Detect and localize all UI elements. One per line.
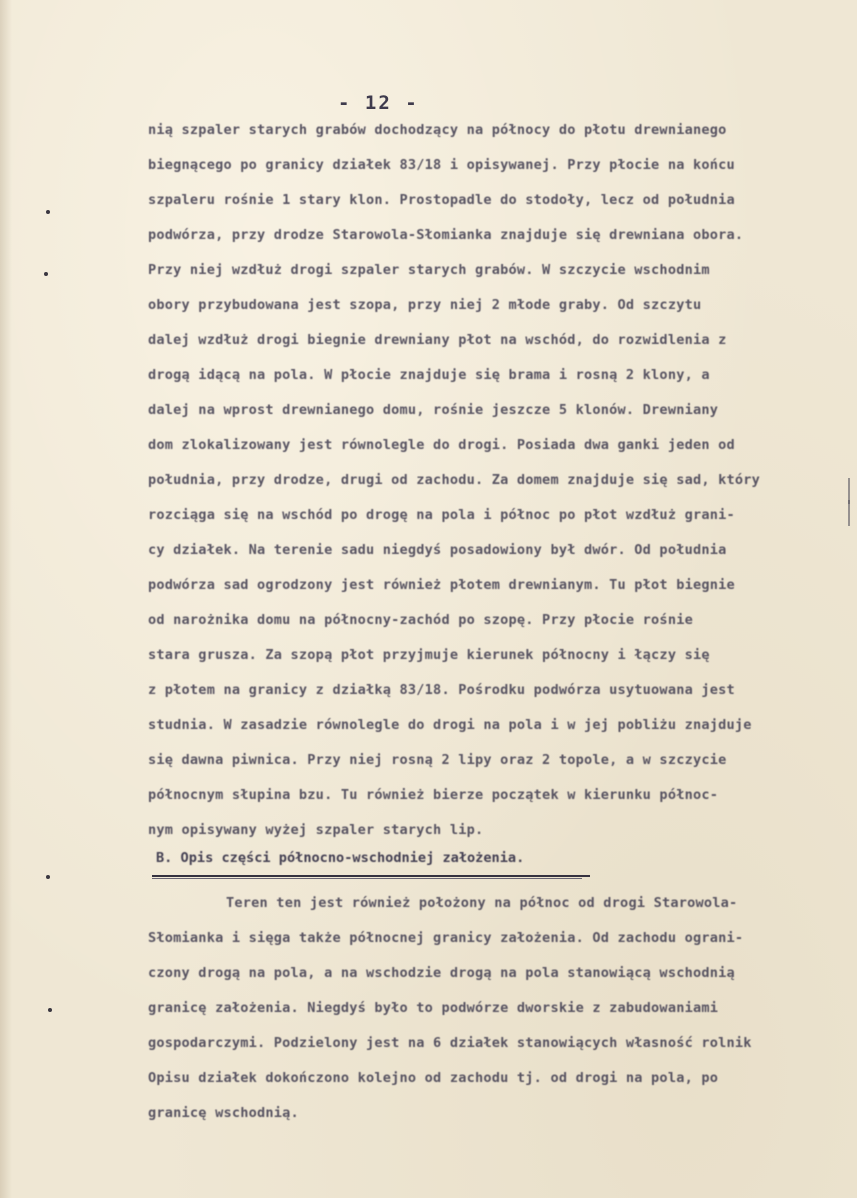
text-line: cy działek. Na terenie sadu niegdyś posadowiony był dwór. Od południa <box>148 542 727 558</box>
text-line: stara grusza. Za szopą płot przyjmuje kierunek północny i łączy się <box>148 647 710 663</box>
text-line: się dawna piwnica. Przy niej rosną 2 lipy oraz 2 topole, a w szczycie <box>148 752 727 768</box>
text-line: drogą idącą na pola. W płocie znajduje się brama i rosną 2 klony, a <box>148 367 710 383</box>
text-line: Teren ten jest również położony na północ od drogi Starowola- <box>226 895 738 911</box>
text-line: studnia. W zasadzie równolegle do drogi na pola i w jej pobliżu znajduje <box>148 717 752 733</box>
text-line: nym opisywany wyżej szpaler starych lip. <box>148 822 484 838</box>
heading-underline <box>152 875 590 877</box>
page-edge-shadow <box>0 0 12 1198</box>
margin-dot <box>44 272 48 276</box>
text-line: Słomianka i sięga także północnej granicy założenia. Od zachodu ograni- <box>148 930 744 946</box>
section-heading: B. Opis części północno-wschodniej założenia. <box>156 850 525 866</box>
text-line: z płotem na granicy z działką 83/18. Pośrodku podwórza usytuowana jest <box>148 682 735 698</box>
text-line: gospodarczymi. Podzielony jest na 6 działek stanowiących własność rolnik <box>148 1035 752 1051</box>
text-line: Opisu działek dokończono kolejno od zachodu tj. od drogi na pola, po <box>148 1070 719 1086</box>
heading-underline-shadow <box>152 878 582 879</box>
text-line: podwórza, przy drodze Starowola-Słomianka znajduje się drewniana obora. <box>148 227 744 243</box>
text-line: szpaleru rośnie 1 stary klon. Prostopadle do stodoły, lecz od południa <box>148 192 735 208</box>
margin-dot <box>46 210 50 214</box>
margin-dot <box>46 875 50 879</box>
margin-dot <box>48 1008 52 1012</box>
text-line: od narożnika domu na północny-zachód po szopę. Przy płocie rośnie <box>148 612 693 628</box>
text-line: granicę założenia. Niegdyś było to podwórze dworskie z zabudowaniami <box>148 1000 719 1016</box>
text-line: obory przybudowana jest szopa, przy niej 2 młode graby. Od szczytu <box>148 297 702 313</box>
text-line: nią szpaler starych grabów dochodzący na północy do płotu drewnianego <box>148 122 727 138</box>
text-line: granicę wschodnią. <box>148 1105 299 1121</box>
page-number: - 12 - <box>338 92 419 114</box>
text-line: dalej na wprost drewnianego domu, rośnie jeszcze 5 klonów. Drewniany <box>148 402 719 418</box>
text-line: Przy niej wzdłuż drogi szpaler starych grabów. W szczycie wschodnim <box>148 262 710 278</box>
text-line: rozciąga się na wschód po drogę na pola i północ po płot wzdłuż grani- <box>148 507 735 523</box>
text-line: biegnącego po granicy działek 83/18 i opisywanej. Przy płocie na końcu <box>148 157 735 173</box>
margin-tick <box>848 500 850 526</box>
text-line: południa, przy drodze, drugi od zachodu. Za domem znajduje się sad, który <box>148 472 761 488</box>
text-line: czony drogą na pola, a na wschodzie drogą na pola stanowiącą wschodnią <box>148 965 735 981</box>
text-line: północnym słupina bzu. Tu również bierze początek w kierunku północ- <box>148 787 719 803</box>
text-line: podwórza sad ogrodzony jest również płotem drewnianym. Tu płot biegnie <box>148 577 735 593</box>
text-line: dalej wzdłuż drogi biegnie drewniany płot na wschód, do rozwidlenia z <box>148 332 727 348</box>
text-line: dom zlokalizowany jest równolegle do drogi. Posiada dwa ganki jeden od <box>148 437 735 453</box>
